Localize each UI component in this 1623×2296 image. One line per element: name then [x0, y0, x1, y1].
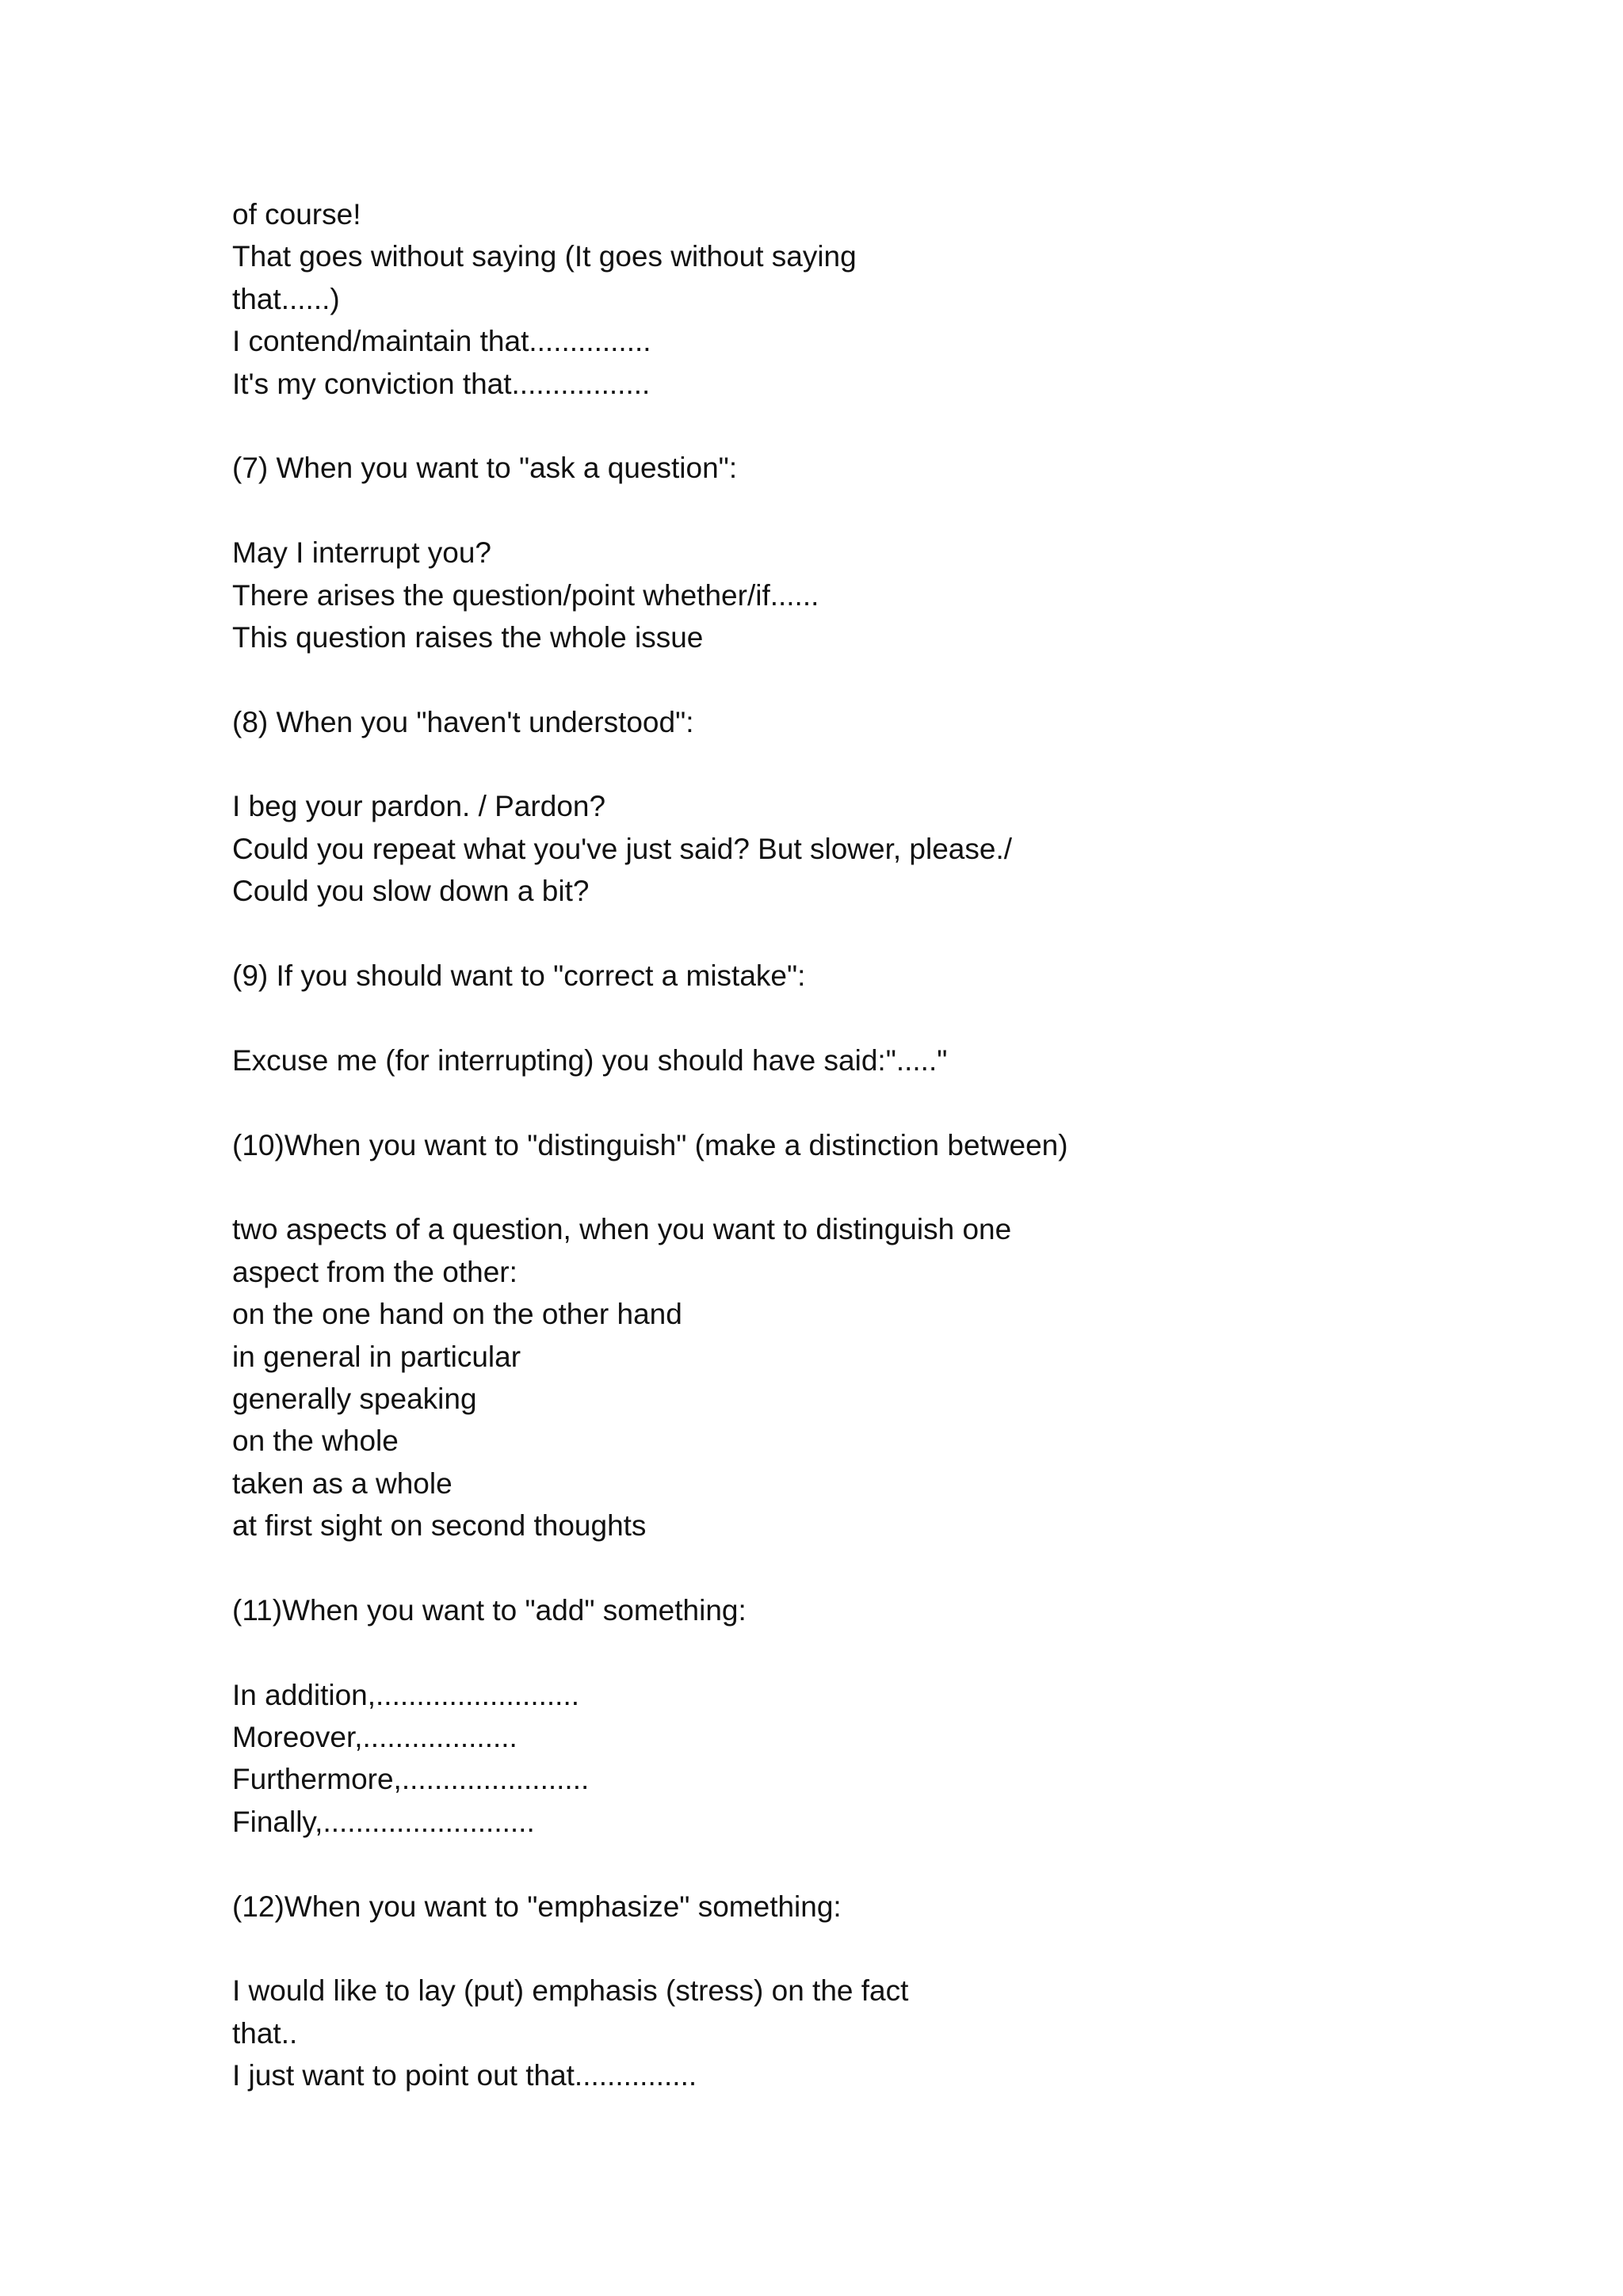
blank-line: [232, 913, 1421, 955]
text-line: on the one hand on the other hand: [232, 1298, 682, 1331]
text-line: I beg your pardon. / Pardon?: [232, 790, 606, 823]
text-line: That goes without saying (It goes without saying: [232, 240, 857, 273]
blank-line: [232, 490, 1421, 532]
text-line: generally speaking: [232, 1382, 477, 1415]
text-line: on the whole: [232, 1425, 399, 1458]
blank-line: [232, 405, 1421, 447]
text-line: In addition,.........................: [232, 1678, 580, 1711]
text-line: Finally,..........................: [232, 1805, 535, 1838]
section-heading: (11)When you want to "add" something:: [232, 1593, 747, 1627]
text-line: taken as a whole: [232, 1466, 453, 1500]
blank-line: [232, 1843, 1421, 1885]
text-line: Could you slow down a bit?: [232, 875, 590, 908]
section-heading: (10)When you want to "distinguish" (make a distinction between): [232, 1128, 1068, 1161]
text-line: aspect from the other:: [232, 1255, 517, 1288]
blank-line: [232, 658, 1421, 700]
blank-line: [232, 1547, 1421, 1589]
blank-line: [232, 1928, 1421, 1970]
text-line: in general in particular: [232, 1340, 521, 1373]
blank-line: [232, 1081, 1421, 1123]
text-line: Moreover,...................: [232, 1721, 517, 1754]
text-line: that......): [232, 282, 340, 315]
text-line: Furthermore,.......................: [232, 1763, 590, 1796]
text-line: two aspects of a question, when you want to distinguish one: [232, 1213, 1012, 1246]
text-line: Could you repeat what you've just said? But slower, please./: [232, 832, 1013, 865]
text-line: It's my conviction that.................: [232, 367, 651, 400]
text-line: I would like to lay (put) emphasis (stress) on the fact: [232, 1974, 909, 2008]
blank-line: [232, 1631, 1421, 1673]
section-heading: (9) If you should want to "correct a mistake":: [232, 959, 806, 993]
text-line: May I interrupt you?: [232, 536, 491, 570]
text-line: of course!: [232, 198, 361, 231]
blank-line: [232, 1166, 1421, 1208]
section-heading: (8) When you "haven't understood":: [232, 705, 694, 738]
blank-line: [232, 997, 1421, 1039]
text-line: I just want to point out that...............: [232, 2059, 697, 2092]
document-body: [232, 193, 1421, 2097]
text-line: that..: [232, 2016, 298, 2050]
text-line: Excuse me (for interrupting) you should have said:".....": [232, 1043, 948, 1077]
text-line: at first sight on second thoughts: [232, 1509, 647, 1543]
section-heading: (7) When you want to "ask a question":: [232, 452, 738, 485]
text-line: There arises the question/point whether/if......: [232, 578, 819, 612]
blank-line: [232, 743, 1421, 785]
text-line: I contend/maintain that...............: [232, 325, 651, 358]
text-line: This question raises the whole issue: [232, 620, 704, 654]
section-heading: (12)When you want to "emphasize" something:: [232, 1890, 842, 1923]
